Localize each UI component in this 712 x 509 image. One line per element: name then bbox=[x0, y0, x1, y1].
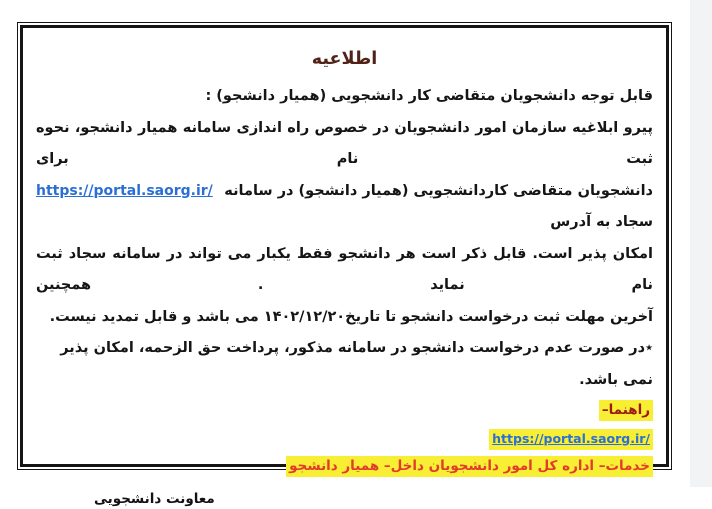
body-line-deadline bbox=[36, 302, 653, 334]
deadline-suffix: می باشد و قابل تمدید نیست. bbox=[49, 308, 264, 325]
deadline-prefix: آخرین مهلت ثبت درخواست دانشجو تا تاریخ bbox=[345, 308, 653, 325]
body-line-address-text: دانشجویان متقاضی کاردانشجویی (همیار دانشجو) در سامانه سجاد به آدرس bbox=[224, 182, 653, 230]
notice-title: اطلاعیه bbox=[311, 49, 378, 69]
notice-document-border bbox=[17, 22, 672, 507]
body-line-once-only: امکان پذیر است. قابل ذکر است هر دانشجو فقط یکبار می تواند در سامانه سجاد ثبت نام نماید . همچنین bbox=[36, 245, 653, 293]
guide-menu-path: خدمات– اداره کل امور دانشجویان داخل– همیار دانشجو bbox=[286, 456, 653, 477]
guide-section bbox=[36, 397, 653, 481]
guide-path-line bbox=[36, 453, 653, 481]
notice-document bbox=[20, 25, 669, 507]
notice-body bbox=[36, 81, 653, 396]
guide-portal-link[interactable]: https://portal.saorg.ir/ bbox=[492, 430, 650, 446]
body-line-address bbox=[36, 176, 653, 239]
body-line-attention: قابل توجه دانشجویان متقاضی کار دانشجویی (همیار دانشجو) : bbox=[205, 88, 653, 104]
guide-url-line bbox=[36, 425, 653, 454]
body-line-warning: ٭در صورت عدم درخواست دانشجو در سامانه مذکور، پرداخت حق الزحمه، امکان پذیر نمی باشد. bbox=[60, 340, 653, 388]
guide-label-line bbox=[36, 397, 653, 425]
portal-link[interactable]: https://portal.saorg.ir/ bbox=[36, 182, 213, 199]
deadline-date: ۱۴۰۲/۱۲/۲۰ bbox=[263, 308, 346, 325]
guide-url-highlight bbox=[489, 429, 653, 450]
guide-label: راهنما– bbox=[599, 400, 653, 421]
background-side-strip bbox=[690, 0, 712, 487]
signature-student-affairs: معاونت دانشجویی bbox=[94, 490, 215, 507]
body-line-intro: پیرو ابلاغیه سازمان امور دانشجویان در خصوص راه اندازی سامانه همیار دانشجو، نحوه ثبت نام برای bbox=[36, 119, 653, 167]
